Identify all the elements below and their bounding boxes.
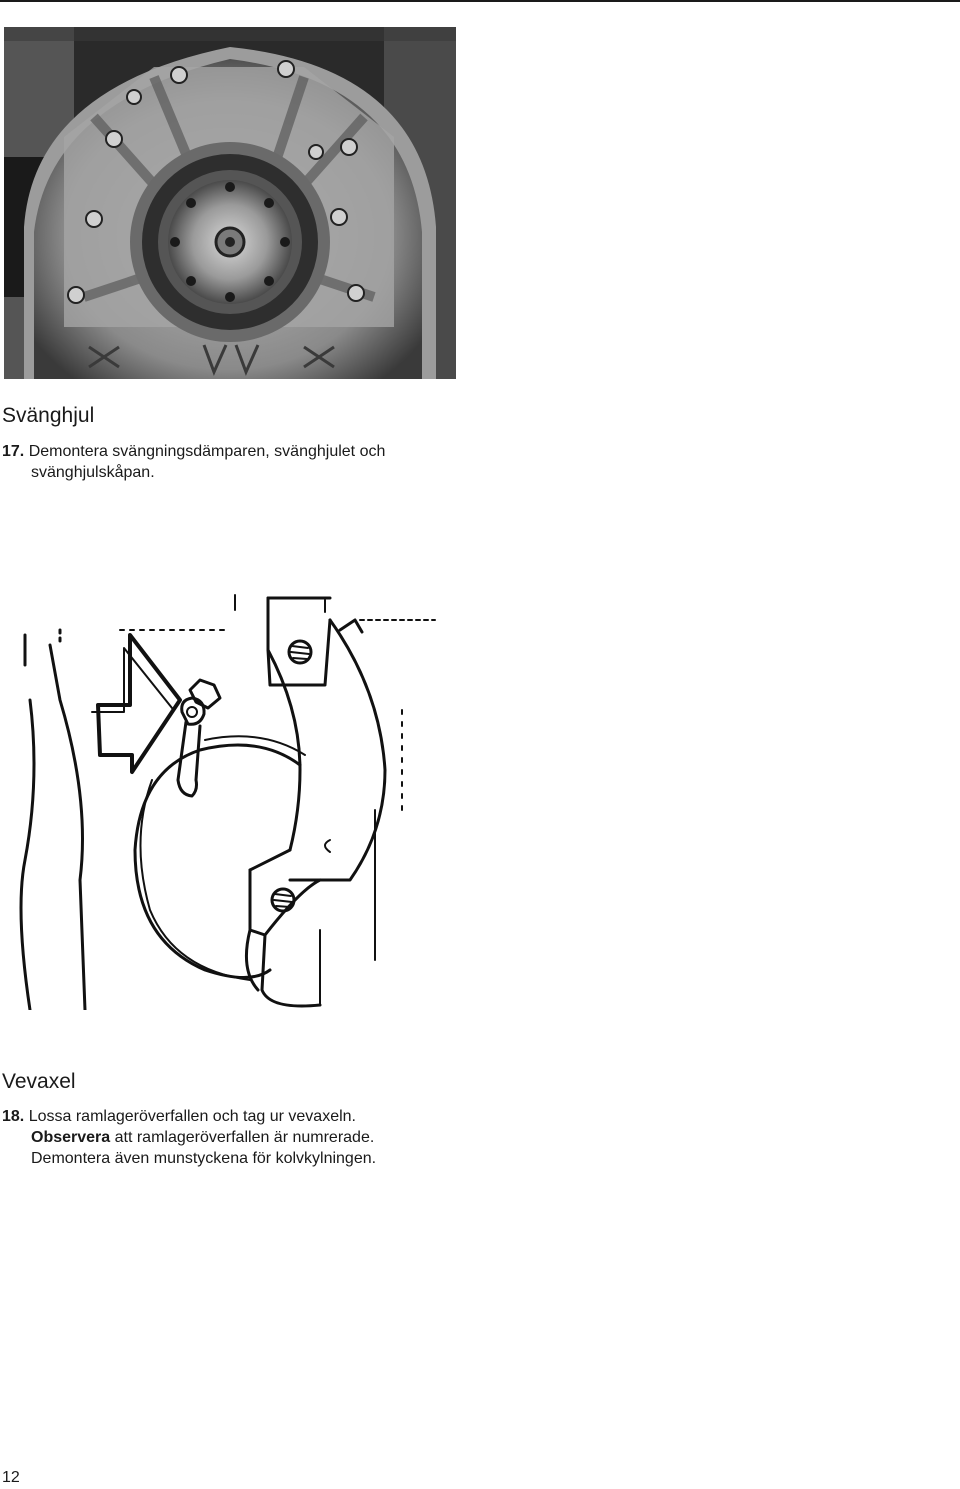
step-17-text-line-1: Demontera svängningsdämparen, svänghjulet och	[28, 443, 386, 460]
observera-label: Observera	[31, 1129, 111, 1146]
step-18-text-line-3: Demontera även munstyckena för kolvkylningen.	[31, 1150, 377, 1167]
step-18-line-1	[2, 1106, 376, 1127]
svanghjul-heading: Svänghjul	[2, 404, 95, 427]
observera-text: att ramlageröverfallen är numrerade.	[110, 1129, 375, 1146]
step-18-text-line-1: Lossa ramlageröverfallen och tag ur vevaxeln.	[28, 1108, 356, 1125]
step-18-paragraph	[2, 1106, 376, 1169]
step-17-paragraph	[2, 441, 385, 483]
step-17-number: 17.	[2, 443, 25, 460]
step-17-text-line-2: svänghjulskåpan.	[31, 464, 155, 481]
page-number: 12	[2, 1469, 20, 1486]
vevaxel-heading: Vevaxel	[2, 1070, 76, 1093]
step-18-line-2	[2, 1127, 376, 1148]
top-rule	[0, 0, 960, 2]
flywheel-housing-photo	[4, 27, 456, 379]
step-18-number: 18.	[2, 1108, 25, 1125]
step-17-line-1	[2, 441, 385, 462]
main-bearing-cap-drawing	[0, 590, 440, 1010]
